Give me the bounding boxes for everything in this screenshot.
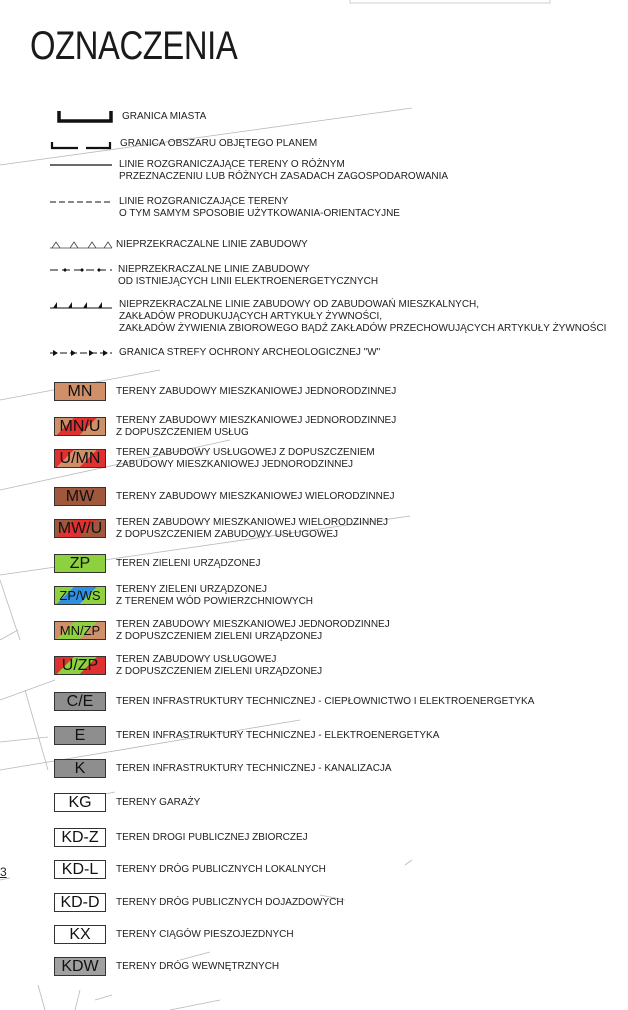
zone-description: ZABUDOWY MIESZKANIOWEJ JEDNORODZINNEJ [116, 459, 354, 470]
solid-line-symbol [50, 158, 114, 172]
zone-color-swatch [54, 692, 106, 711]
zone-description: TEREN INFRASTRUKTURY TECHNICZNEJ - ELEKTROENERGETYKA [116, 730, 440, 741]
zone-color-swatch [54, 925, 106, 944]
open-triangle-line-symbol [50, 238, 114, 252]
arrow-line-symbol [50, 346, 114, 360]
legend-line-text: NIEPRZEKRACZALNE LINIE ZABUDOWY [118, 264, 310, 275]
zone-description: Z DOPUSZCZENIEM ZABUDOWY USŁUGOWEJ [116, 529, 339, 540]
zone-color-swatch [54, 656, 106, 675]
zone-color-swatch [54, 759, 106, 778]
legend-line-text: O TYM SAMYM SPOSOBIE UŻYTKOWANIA-ORIENTACYJNE [119, 208, 400, 219]
zone-code-label: U/MN [59, 450, 101, 467]
zone-description: TEREN INFRASTRUKTURY TECHNICZNEJ - KANALIZACJA [116, 763, 392, 774]
zone-description: TEREN ZABUDOWY USŁUGOWEJ [116, 654, 277, 665]
legend-line-text: NIEPRZEKRACZALNE LINIE ZABUDOWY OD ZABUDOWAŃ MIESZKALNYCH, [119, 299, 480, 310]
zone-description: TERENY CIĄGÓW PIESZOJEZDNYCH [116, 929, 294, 940]
zone-description: Z TERENEM WÓD POWIERZCHNIOWYCH [116, 596, 314, 607]
legend-line-text: ZAKŁADÓW PRODUKUJĄCYCH ARTYKUŁY ŻYWNOŚCI, [119, 311, 383, 322]
zone-code-label: KD-D [60, 894, 100, 911]
zone-description: TERENY DRÓG PUBLICZNYCH DOJAZDOWYCH [116, 897, 344, 908]
zone-description: TERENY DRÓG PUBLICZNYCH LOKALNYCH [116, 864, 326, 875]
legend-line-text: LINIE ROZGRANICZAJĄCE TERENY [119, 196, 289, 207]
zone-description: TERENY DRÓG WEWNĘTRZNYCH [116, 961, 280, 972]
legend-line-text: OD ISTNIEJĄCYCH LINII ELEKTROENERGETYCZNYCH [118, 276, 379, 287]
zone-color-swatch [54, 957, 106, 976]
zone-color-swatch [54, 793, 106, 812]
zone-description: TEREN DROGI PUBLICZNEJ ZBIORCZEJ [116, 832, 308, 843]
zone-color-swatch [54, 554, 106, 573]
legend-line-text: GRANICA MIASTA [122, 111, 207, 122]
zone-code-label: U/ZP [61, 657, 99, 674]
zone-code-label: MW [65, 488, 95, 505]
zone-color-swatch [54, 449, 106, 468]
zone-code-label: E [74, 727, 86, 744]
legend-line-text: PRZEZNACZENIU LUB RÓŻNYCH ZASADACH ZAGOSPODAROWANIA [119, 171, 449, 182]
dashed-bracket-line-symbol [50, 137, 114, 151]
thick-bracket-line-symbol [50, 110, 114, 124]
zone-description: TERENY ZABUDOWY MIESZKANIOWEJ JEDNORODZINNEJ [116, 415, 397, 426]
zone-color-swatch [54, 893, 106, 912]
zone-code-label: KX [69, 926, 91, 943]
zone-code-label: KDW [61, 958, 99, 975]
dash-diamond-line-symbol [50, 263, 114, 277]
zone-code-label: MN/ZP [59, 623, 101, 638]
zone-code-label: ZP [69, 555, 91, 572]
legend-line-text: GRANICA STREFY OCHRONY ARCHEOLOGICZNEJ "W" [119, 347, 381, 358]
legend-title: OZNACZENIA [30, 24, 238, 68]
zone-description: TEREN ZABUDOWY USŁUGOWEJ Z DOPUSZCZENIEM [116, 447, 375, 458]
zone-code-label: MW/U [57, 520, 103, 537]
zone-code-label: C/E [66, 693, 94, 710]
zone-description: TEREN ZABUDOWY MIESZKANIOWEJ JEDNORODZINNEJ [116, 619, 390, 630]
zone-description: TERENY ZABUDOWY MIESZKANIOWEJ JEDNORODZINNEJ [116, 386, 397, 397]
zone-code-label: K [74, 760, 86, 777]
filled-triangle-line-symbol [50, 298, 114, 312]
legend-line-text: NIEPRZEKRACZALNE LINIE ZABUDOWY [116, 239, 308, 250]
legend-line-text: LINIE ROZGRANICZAJĄCE TERENY O RÓŻNYM [119, 159, 345, 170]
dashed-line-symbol [50, 195, 114, 209]
zone-description: Z DOPUSZCZENIEM ZIELENI URZĄDZONEJ [116, 666, 323, 677]
zone-code-label: ZP/WS [59, 588, 101, 603]
zone-color-swatch [54, 417, 106, 436]
zone-description: TERENY ZIELENI URZĄDZONEJ [116, 584, 267, 595]
zone-description: Z DOPUSZCZENIEM USŁUG [116, 427, 249, 438]
zone-code-label: KD-L [61, 861, 99, 878]
zone-description: Z DOPUSZCZENIEM ZIELENI URZĄDZONEJ [116, 631, 323, 642]
zone-code-label: KD-Z [61, 829, 99, 846]
zone-description: TEREN INFRASTRUKTURY TECHNICZNEJ - CIEPŁOWNICTWO I ELEKTROENERGETYKA [116, 696, 535, 707]
zone-code-label: KG [68, 794, 92, 811]
zone-color-swatch [54, 726, 106, 745]
zone-code-label: MN [67, 383, 93, 400]
edge-label: 3 [0, 865, 7, 879]
zone-color-swatch [54, 519, 106, 538]
zone-color-swatch [54, 382, 106, 401]
zone-color-swatch [54, 586, 106, 605]
zone-description: TERENY GARAŻY [116, 797, 201, 808]
zone-description: TERENY ZABUDOWY MIESZKANIOWEJ WIELORODZINNEJ [116, 491, 395, 502]
zone-color-swatch [54, 487, 106, 506]
zone-code-label: MN/U [59, 418, 101, 435]
zone-color-swatch [54, 621, 106, 640]
zone-color-swatch [54, 860, 106, 879]
legend-line-text: GRANICA OBSZARU OBJĘTEGO PLANEM [120, 138, 318, 149]
legend-line-text: ZAKŁADÓW ŻYWIENIA ZBIOROWEGO BĄDŹ ZAKŁADÓW PRZECHOWUJĄCYCH ARTYKUŁY ŻYWNOŚCI [119, 323, 607, 334]
zone-description: TEREN ZIELENI URZĄDZONEJ [116, 558, 261, 569]
zone-description: TEREN ZABUDOWY MIESZKANIOWEJ WIELORODZINNEJ [116, 517, 389, 528]
zone-color-swatch [54, 828, 106, 847]
